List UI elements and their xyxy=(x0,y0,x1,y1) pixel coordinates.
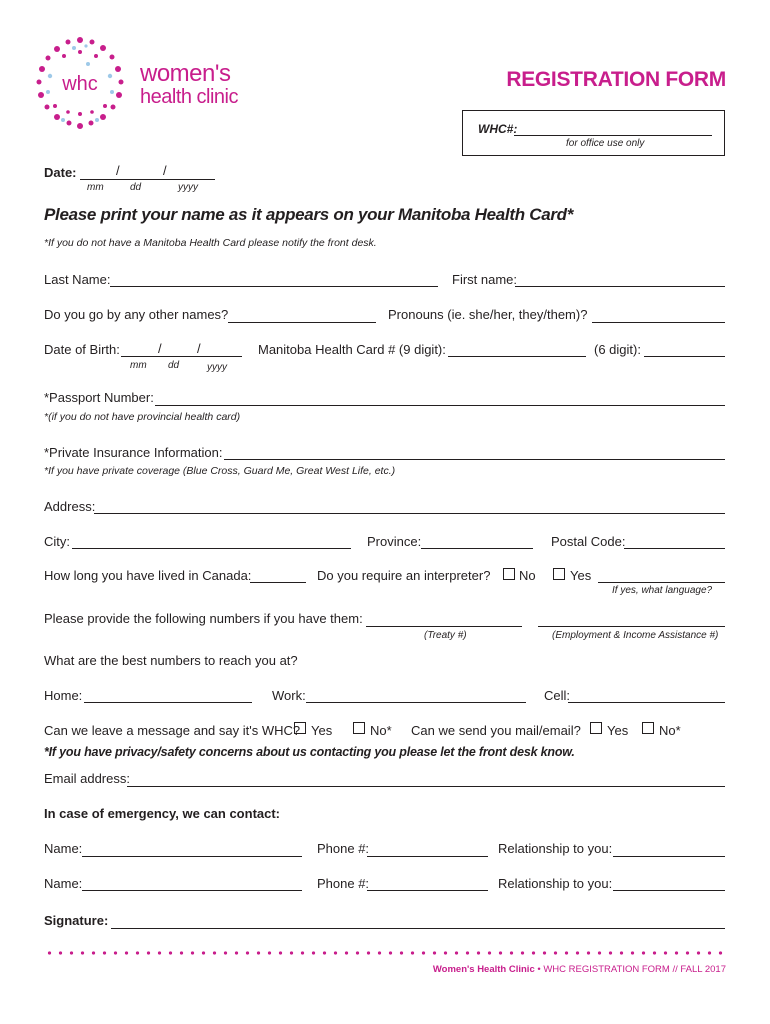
whc-number-label: WHC#: xyxy=(478,122,518,136)
interpreter-no-checkbox[interactable] xyxy=(503,568,515,580)
leave-message-label: Can we leave a message and say it's WHC? xyxy=(44,723,301,738)
dob-label: Date of Birth: xyxy=(44,342,120,357)
send-mail-label: Can we send you mail/email? xyxy=(411,723,581,738)
postal-code-label: Postal Code: xyxy=(551,534,626,549)
interpreter-yes-label: Yes xyxy=(570,568,592,583)
form-title: REGISTRATION FORM xyxy=(506,68,726,91)
emergency-name-label-2: Name: xyxy=(44,876,83,891)
cell-field[interactable] xyxy=(568,701,725,703)
passport-label: *Passport Number: xyxy=(44,390,154,405)
instruction-heading: Please print your name as it appears on your Manitoba Health Card* xyxy=(44,205,574,224)
footer-brand: Women's Health Clinic xyxy=(432,964,535,975)
leave-message-no-checkbox[interactable] xyxy=(353,722,365,734)
email-label: Email address: xyxy=(44,771,130,786)
dob-dd: dd xyxy=(168,360,180,371)
date-label: Date: xyxy=(44,165,77,180)
emergency-phone-field-1[interactable] xyxy=(367,855,488,857)
email-field[interactable] xyxy=(127,785,725,787)
date-field[interactable] xyxy=(80,178,215,180)
send-mail-no-label: No* xyxy=(659,723,681,738)
emergency-phone-label-1: Phone #: xyxy=(317,841,370,856)
dob-field[interactable] xyxy=(121,355,242,357)
emergency-phone-field-2[interactable] xyxy=(367,889,488,891)
mb-card-field[interactable] xyxy=(448,355,586,357)
date-sep-2: / xyxy=(163,163,167,178)
work-label: Work: xyxy=(272,688,306,703)
city-label: City: xyxy=(44,534,70,549)
logo-line1: women's xyxy=(140,60,231,87)
postal-code-field[interactable] xyxy=(624,547,725,549)
dob-mm: mm xyxy=(130,360,147,371)
footer xyxy=(433,964,726,975)
passport-field[interactable] xyxy=(155,404,725,406)
emergency-relationship-label-2: Relationship to you: xyxy=(498,876,613,891)
emergency-relationship-field-1[interactable] xyxy=(613,855,725,857)
treaty-field[interactable] xyxy=(366,625,522,627)
dob-sep-1: / xyxy=(158,341,162,356)
date-mm: mm xyxy=(87,182,104,193)
interpreter-language-field[interactable] xyxy=(598,581,725,583)
work-field[interactable] xyxy=(306,701,526,703)
province-label: Province: xyxy=(367,534,422,549)
city-field[interactable] xyxy=(72,547,351,549)
emergency-phone-label-2: Phone #: xyxy=(317,876,370,891)
home-field[interactable] xyxy=(84,701,252,703)
emergency-name-label-1: Name: xyxy=(44,841,83,856)
logo-line2: health clinic xyxy=(140,86,239,108)
numbers-label: Please provide the following numbers if you have them: xyxy=(44,611,363,626)
other-names-label: Do you go by any other names? xyxy=(44,307,229,322)
privacy-note: *If you have privacy/safety concerns about us contacting you please let the front desk know. xyxy=(44,745,575,759)
last-name-field[interactable] xyxy=(110,285,438,287)
first-name-label: First name: xyxy=(452,272,518,287)
signature-label: Signature: xyxy=(44,913,109,928)
eia-note: (Employment & Income Assistance #) xyxy=(552,630,719,641)
date-sep-1: / xyxy=(116,163,120,178)
province-field[interactable] xyxy=(421,547,533,549)
interpreter-no-label: No xyxy=(519,568,536,583)
leave-message-no-label: No* xyxy=(370,723,392,738)
emergency-name-field-1[interactable] xyxy=(82,855,302,857)
instruction-note: *If you do not have a Manitoba Health Card please notify the front desk. xyxy=(44,237,377,249)
lived-canada-label: How long you have lived in Canada: xyxy=(44,568,252,583)
insurance-note: *If you have private coverage (Blue Cross, Guard Me, Great West Life, etc.) xyxy=(44,465,396,477)
emergency-relationship-field-2[interactable] xyxy=(613,889,725,891)
logo-dots-icon xyxy=(30,34,130,134)
send-mail-yes-checkbox[interactable] xyxy=(590,722,602,734)
home-label: Home: xyxy=(44,688,83,703)
insurance-field[interactable] xyxy=(224,458,725,460)
leave-message-yes-label: Yes xyxy=(311,723,333,738)
six-digit-field[interactable] xyxy=(644,355,725,357)
first-name-field[interactable] xyxy=(515,285,725,287)
emergency-relationship-label-1: Relationship to you: xyxy=(498,841,613,856)
send-mail-no-checkbox[interactable] xyxy=(642,722,654,734)
address-label: Address: xyxy=(44,499,96,514)
date-dd: dd xyxy=(130,182,142,193)
last-name-label: Last Name: xyxy=(44,272,111,287)
footer-bullet: • xyxy=(537,964,541,975)
office-use-note: for office use only xyxy=(566,138,645,149)
whc-number-field[interactable] xyxy=(514,134,712,136)
best-numbers-label: What are the best numbers to reach you at? xyxy=(44,653,298,668)
mb-card-label: Manitoba Health Card # (9 digit): xyxy=(258,342,446,357)
eia-field[interactable] xyxy=(538,625,725,627)
interpreter-label: Do you require an interpreter? xyxy=(317,568,491,583)
footer-dotted-divider xyxy=(44,951,724,955)
interpreter-yes-checkbox[interactable] xyxy=(553,568,565,580)
insurance-label: *Private Insurance Information: xyxy=(44,445,223,460)
dob-yyyy: yyyy xyxy=(207,362,227,373)
date-yyyy: yyyy xyxy=(178,182,198,193)
lived-canada-field[interactable] xyxy=(250,581,306,583)
send-mail-yes-label: Yes xyxy=(607,723,629,738)
pronouns-field[interactable] xyxy=(592,321,725,323)
footer-text: WHC REGISTRATION FORM // FALL 2017 xyxy=(543,964,726,975)
signature-field[interactable] xyxy=(111,927,725,929)
logo-abbr: whc xyxy=(62,73,98,95)
leave-message-yes-checkbox[interactable] xyxy=(294,722,306,734)
passport-note: *(if you do not have provincial health card) xyxy=(44,411,241,423)
other-names-field[interactable] xyxy=(228,321,376,323)
language-note: If yes, what language? xyxy=(612,585,713,596)
treaty-note: (Treaty #) xyxy=(424,630,467,641)
dob-sep-2: / xyxy=(197,341,201,356)
address-field[interactable] xyxy=(94,512,725,514)
clinic-logo xyxy=(30,34,270,134)
emergency-name-field-2[interactable] xyxy=(82,889,302,891)
cell-label: Cell: xyxy=(544,688,571,703)
emergency-heading: In case of emergency, we can contact: xyxy=(44,806,281,821)
six-digit-label: (6 digit): xyxy=(594,342,641,357)
pronouns-label: Pronouns (ie. she/her, they/them)? xyxy=(388,307,588,322)
